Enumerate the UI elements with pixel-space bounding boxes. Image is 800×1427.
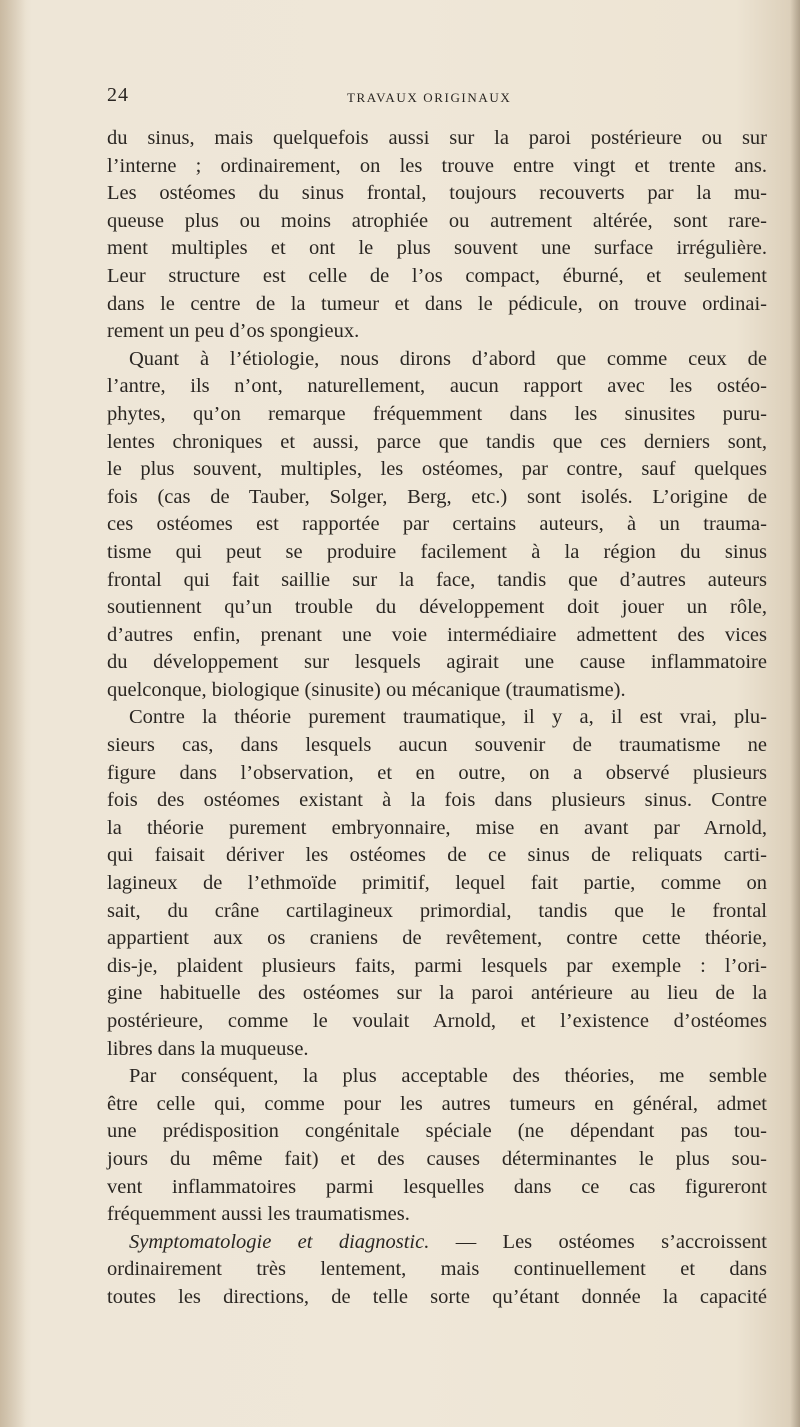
text-line: fois des ostéomes existant à la fois dans plusieurs sinus. Contre	[107, 789, 767, 812]
section-heading: Symptomatologie et diagnostic.	[129, 1230, 430, 1253]
text-line: du développement sur lesquels agirait une cause inflammatoire	[107, 651, 767, 674]
running-head: TRAVAUX ORIGINAUX	[347, 90, 512, 105]
text-line: l’interne ; ordinairement, on les trouve entre vingt et trente ans.	[107, 154, 767, 177]
text-line: gine habituelle des ostéomes sur la paroi antérieure au lieu de la	[107, 982, 767, 1005]
page-edge-shadow	[790, 0, 800, 1427]
text-line: lagineux de l’ethmoïde primitif, lequel fait partie, comme on	[107, 872, 767, 895]
page-number: 24	[107, 84, 129, 106]
text-line: la théorie purement embryonnaire, mise en avant par Arnold,	[107, 816, 767, 839]
text-line: libres dans la muqueuse.	[107, 1037, 309, 1060]
text-line: dans le centre de la tumeur et dans le pédicule, on trouve ordinai-	[107, 292, 767, 315]
text-line: Contre la théorie purement traumatique, il y a, il est vrai, plu-	[129, 706, 767, 729]
text-line: une prédisposition congénitale spéciale (ne dépendant pas tou-	[107, 1120, 767, 1143]
text-line: vent inflammatoires parmi lesquelles dans ce cas figureront	[107, 1175, 767, 1198]
text-line: d’autres enfin, prenant une voie intermédiaire admettent des vices	[107, 623, 767, 646]
text-line: lentes chroniques et aussi, parce que tandis que ces derniers sont,	[107, 430, 767, 453]
text-line: l’antre, ils n’ont, naturellement, aucun rapport avec les ostéo-	[107, 375, 767, 398]
text-line: ment multiples et ont le plus souvent une surface irrégulière.	[107, 237, 767, 260]
text-line: dis-je, plaident plusieurs faits, parmi lesquels par exemple : l’ori-	[107, 954, 767, 977]
text-line: sieurs cas, dans lesquels aucun souvenir de traumatisme ne	[107, 734, 767, 757]
text-line: Leur structure est celle de l’os compact, éburné, et seulement	[107, 264, 767, 287]
text-line: ordinairement très lentement, mais continuellement et dans	[107, 1258, 767, 1281]
text-line: queuse plus ou moins atrophiée ou autrement altérée, sont rare-	[107, 209, 767, 232]
text-line: ces ostéomes est rapportée par certains auteurs, à un trauma-	[107, 513, 767, 536]
text-line: phytes, qu’on remarque fréquemment dans les sinusites puru-	[107, 402, 767, 425]
page-header	[107, 84, 693, 114]
text-line: sait, du crâne cartilagineux primordial, tandis que le frontal	[107, 899, 767, 922]
text-line: qui faisait dériver les ostéomes de ce sinus de reliquats carti-	[107, 844, 767, 867]
text-line: rement un peu d’os spongieux.	[107, 320, 360, 343]
text-line: Quant à l’étiologie, nous dirons d’abord que comme ceux de	[129, 347, 767, 370]
text-line: soutiennent qu’un trouble du développement doit jouer un rôle,	[107, 596, 767, 619]
text-line: frontal qui fait saillie sur la face, tandis que d’autres auteurs	[107, 568, 767, 591]
body-text	[107, 125, 767, 1312]
text-line: toutes les directions, de telle sorte qu’étant donnée la capacité	[107, 1285, 767, 1308]
text-line: quelconque, biologique (sinusite) ou mécanique (traumatisme).	[107, 678, 626, 701]
text-line: figure dans l’observation, et en outre, on a observé plusieurs	[107, 761, 767, 784]
section-heading-continuation: — Les ostéomes s’accroissent	[455, 1230, 767, 1253]
text-line	[107, 1229, 767, 1257]
text-line: du sinus, mais quelquefois aussi sur la paroi postérieure ou sur	[107, 127, 767, 149]
text-line: fois (cas de Tauber, Solger, Berg, etc.) sont isolés. L’origine de	[107, 485, 767, 508]
text-line: Par conséquent, la plus acceptable des théories, me semble	[129, 1065, 767, 1088]
text-line: le plus souvent, multiples, les ostéomes, par contre, sauf quelques	[107, 458, 767, 481]
text-line: appartient aux os craniens de revêtement, contre cette théorie,	[107, 927, 767, 950]
text-line: Les ostéomes du sinus frontal, toujours recouverts par la mu-	[107, 182, 767, 205]
text-line: jours du même fait) et des causes déterminantes le plus sou-	[107, 1147, 767, 1170]
binding-shadow	[0, 0, 26, 1427]
text-line: fréquemment aussi les traumatismes.	[107, 1203, 410, 1226]
text-line: tisme qui peut se produire facilement à la région du sinus	[107, 540, 767, 563]
text-line: postérieure, comme le voulait Arnold, et l’existence d’ostéomes	[107, 1010, 767, 1032]
text-line: être celle qui, comme pour les autres tumeurs en général, admet	[107, 1092, 767, 1115]
